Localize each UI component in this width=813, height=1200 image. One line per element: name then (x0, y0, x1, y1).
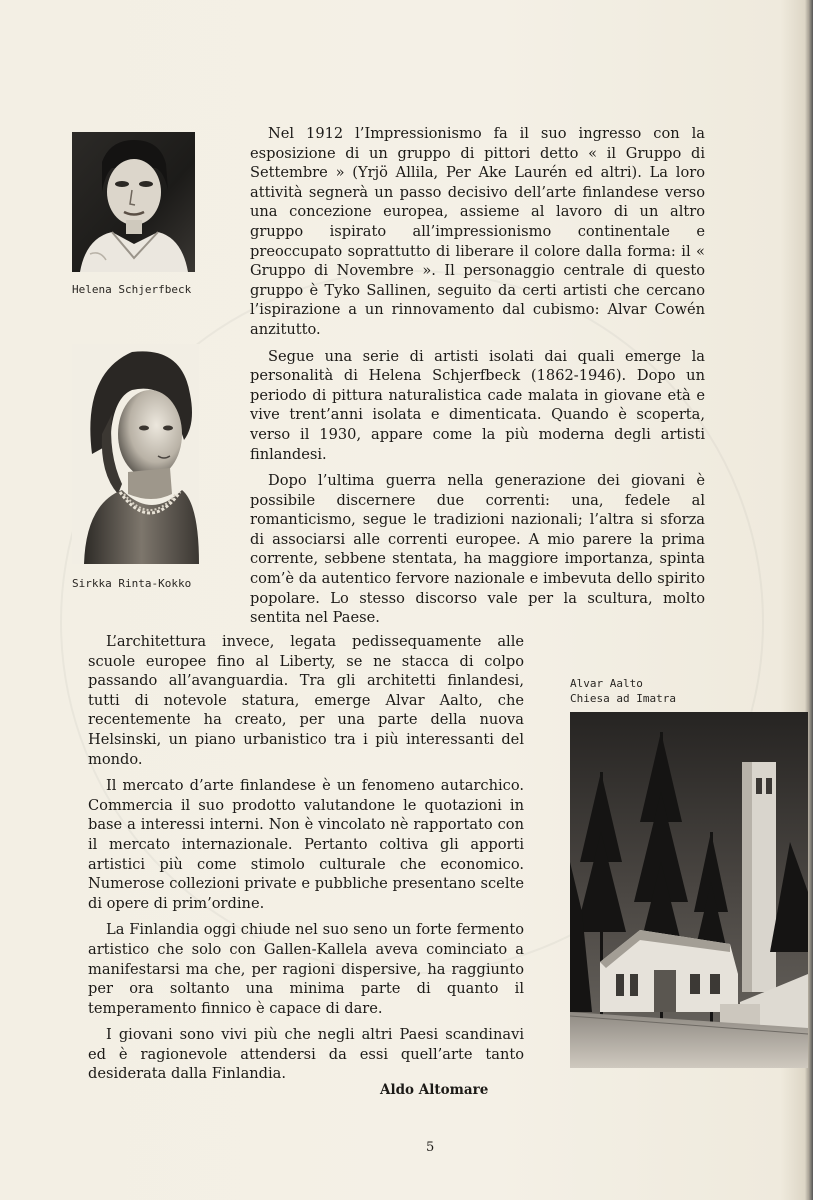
schjerfbeck-portrait-image (72, 132, 195, 272)
paragraph-young-artists: I giovani sono vivi più che negli altri Paesi scandinavi ed è ragionevole attendersi da essi quell’arte tanto desiderata dalla Finlandia. (88, 1026, 524, 1083)
aalto-caption-line1: Alvar Aalto (570, 677, 643, 690)
article-text-top (250, 124, 705, 635)
paragraph-schjerfbeck: Segue una serie di artisti isolati dai quali emerge la personalità di Helena Schjerfbeck (1862-1946). Dopo un periodo di pittura naturalistica cade malata in giovane età e vive trent’anni isolata e dimenticata. Quando è scoperta, verso il 1930, appare come la più moderna degli artisti finlandesi. (250, 347, 705, 463)
author-signature: Aldo Altomare (380, 1082, 489, 1098)
page-number: 5 (426, 1140, 435, 1155)
article-text-bottom (88, 632, 524, 1091)
page-edge-shadow (808, 0, 813, 1200)
paragraph-postwar: Dopo l’ultima guerra nella generazione dei giovani è possibile discernere due correnti: una, fedele al romanticismo, segue le tradizioni nazionali; l’altra si sforza di associarsi alle correnti europee. A mio parere la prima corrente, sebbene stentata, ha maggiore importanza, spinta com’è da autentico fervore nazionale e imbevuta dello spirito popolare. Lo stesso discorso vale per la scultura, molto sentita nel Paese. (250, 472, 705, 627)
paragraph-art-market: Il mercato d’arte finlandese è un fenomeno autarchico. Commercia il suo prodotto valutandone le quotazioni in base a interessi interni. Non è vincolato nè rapportato con il mercato internazionale. Pertanto coltiva gli apporti artistici più come stimolo culturale che economico. Numerose collezioni private e pubbliche presentano scelte di opere di prim’ordine. (88, 777, 524, 912)
schjerfbeck-caption: Helena Schjerfbeck (72, 283, 192, 296)
rinta-kokko-caption: Sirkka Rinta-Kokko (72, 577, 192, 590)
imatra-church-photo (570, 712, 808, 1068)
rinta-kokko-bust-image (72, 344, 199, 564)
aalto-caption-line2: Chiesa ad Imatra (570, 692, 676, 705)
paragraph-finland-today: La Finlandia oggi chiude nel suo seno un forte fermento artistico che solo con Gallen-Kallela aveva cominciato a manifestarsi ma che, per ragioni dispersive, ha raggiunto per ora soltanto una minima parte di quanto il temperamento finnico è capace di dare. (88, 921, 524, 1017)
paragraph-impressionism: Nel 1912 l’Impressionismo fa il suo ingresso con la esposizione di un gruppo di pittori detto « il Gruppo di Settembre » (Yrjö Allila, Per Ake Laurén ed altri). La loro attività segnerà un passo decisivo dell’arte finlandese verso una concezione europea, assieme al lavoro di un altro gruppo ispirato all’impressionismo continentale e preoccupato soprattutto di liberare il colore dalla forma: il « Gruppo di Novembre ». Il personaggio centrale di questo gruppo è Tyko Sallinen, seguito da certi artisti che cercano l’ispirazione a un rinnovamento dal cubismo: Alvar Cowén anzitutto. (250, 125, 705, 338)
paragraph-architecture: L’architettura invece, legata pedissequamente alle scuole europee fino al Liberty, se ne stacca di colpo passando all’avanguardia. Tra gli architetti finlandesi, tutti di notevole statura, emerge Alvar Aalto, che recentemente ha creato, per una parte della nuova Helsinski, un piano urbanistico tra i più interessanti del mondo. (88, 633, 524, 768)
